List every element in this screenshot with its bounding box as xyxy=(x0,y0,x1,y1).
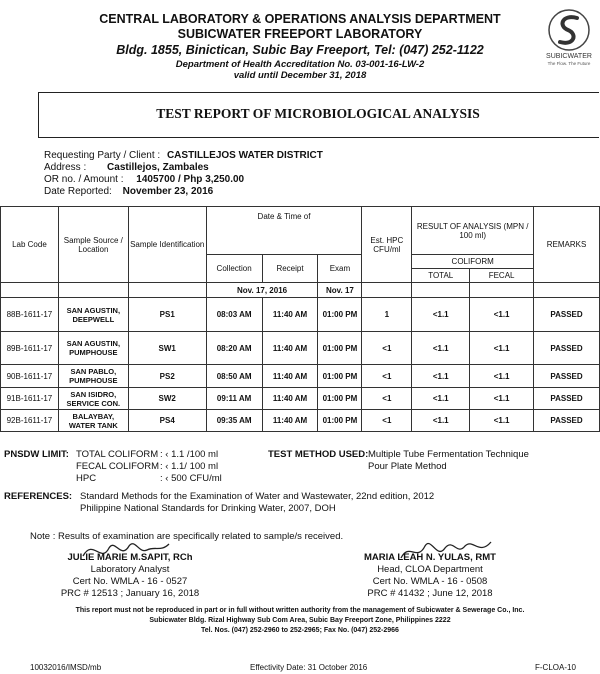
accreditation-line: Department of Health Accreditation No. 03-001-16-LW-2 xyxy=(175,59,425,70)
lab-code: 89B-1611-17 xyxy=(1,332,59,365)
test-method-line2: Pour Plate Method xyxy=(368,461,447,472)
receipt-time: 11:40 AM xyxy=(262,410,318,432)
receipt-time: 11:40 AM xyxy=(262,365,318,388)
reference-1: Standard Methods for the Examination of Water and Wastewater, 22nd edition, 2012 xyxy=(80,491,435,502)
fecal-coliform-limit-value: : ‹ 1.1/ 100 ml xyxy=(160,461,219,472)
header-fecal: FECAL xyxy=(470,269,534,283)
analyst-cert: Cert No. WMLA - 16 - 0527 xyxy=(72,576,188,587)
sample-id: SW2 xyxy=(128,388,206,410)
fecal-coliform-limit-label: FECAL COLIFORM xyxy=(76,461,160,472)
hpc-value: <1 xyxy=(362,388,412,410)
header-total: TOTAL xyxy=(412,269,470,283)
analyst-title: Laboratory Analyst xyxy=(90,564,170,575)
test-method-line1: Multiple Tube Fermentation Technique xyxy=(368,449,529,460)
requesting-party-row xyxy=(44,150,323,161)
results-table xyxy=(0,206,600,432)
pnsdw-limit-label: PNSDW LIMIT: xyxy=(4,449,69,460)
or-row xyxy=(44,174,244,185)
total-coliform-value: <1.1 xyxy=(412,298,470,332)
collection-time: 08:03 AM xyxy=(206,298,262,332)
collection-time: 09:11 AM xyxy=(206,388,262,410)
head-title: Head, CLOA Department xyxy=(377,564,483,575)
fecal-coliform-value: <1.1 xyxy=(470,298,534,332)
sample-id: PS2 xyxy=(128,365,206,388)
sample-source: SAN PABLO, PUMPHOUSE xyxy=(58,365,128,388)
sample-source: SAN ISIDRO, SERVICE CON. xyxy=(58,388,128,410)
analyst-block xyxy=(20,552,240,600)
total-coliform-limit-label: TOTAL COLIFORM xyxy=(76,449,159,460)
head-name: MARIA LEAH N. YULAS, RMT xyxy=(364,552,496,563)
remarks-value: PASSED xyxy=(534,388,600,410)
total-coliform-value: <1.1 xyxy=(412,332,470,365)
lab-department-name: CENTRAL LABORATORY & OPERATIONS ANALYSIS DEPARTMENT xyxy=(99,12,501,26)
table-row xyxy=(1,332,600,365)
reference-2: Philippine National Standards for Drinking Water, 2007, DOH xyxy=(80,503,336,514)
header-sample-identification: Sample Identification xyxy=(128,207,206,283)
requesting-party-label: Requesting Party / Client : xyxy=(44,150,161,161)
hpc-value: <1 xyxy=(362,365,412,388)
hpc-limit-value: : ‹ 500 CFU/ml xyxy=(160,473,222,484)
head-prc: PRC # 41432 ; June 12, 2018 xyxy=(367,588,493,599)
or-value: 1405700 / Php 3,250.00 xyxy=(136,174,245,185)
logo-text: SUBICWATER xyxy=(546,53,592,60)
table-row xyxy=(1,298,600,332)
hpc-value: <1 xyxy=(362,332,412,365)
or-label: OR no. / Amount : xyxy=(44,174,124,185)
sample-source: BALAYBAY, WATER TANK xyxy=(58,410,128,432)
header-date-time: Date & Time of xyxy=(206,207,362,255)
effectivity-date: Effectivity Date: 31 October 2016 xyxy=(250,663,368,672)
logo-tagline: The Flow. The Future xyxy=(547,61,591,66)
address-value: Castillejos, Zambales xyxy=(107,162,209,173)
hpc-value: <1 xyxy=(362,410,412,432)
exam-time: 01:00 PM xyxy=(318,410,362,432)
collection-time: 08:50 AM xyxy=(206,365,262,388)
document-code: 10032016/IMSD/mb xyxy=(30,663,102,672)
sample-source: SAN AGUSTIN, DEEPWELL xyxy=(58,298,128,332)
requesting-party-value: CASTILLEJOS WATER DISTRICT xyxy=(166,150,323,161)
header-collection: Collection xyxy=(206,255,262,283)
fecal-coliform-value: <1.1 xyxy=(470,388,534,410)
table-row xyxy=(1,388,600,410)
receipt-time: 11:40 AM xyxy=(262,388,318,410)
lab-name: SUBICWATER FREEPORT LABORATORY xyxy=(177,27,423,41)
total-coliform-value: <1.1 xyxy=(412,365,470,388)
footer-contact: Tel. Nos. (047) 252-2960 to 252-2965; Fax No. (047) 252-2966 xyxy=(201,627,399,634)
exam-time: 01:00 PM xyxy=(318,298,362,332)
date-reported-value: November 23, 2016 xyxy=(122,186,214,197)
total-coliform-value: <1.1 xyxy=(412,388,470,410)
date-reported-label: Date Reported: xyxy=(44,186,112,197)
lab-code: 88B-1611-17 xyxy=(1,298,59,332)
sample-id: SW1 xyxy=(128,332,206,365)
header-coliform: COLIFORM xyxy=(412,255,534,269)
head-block xyxy=(330,552,530,600)
remarks-value: PASSED xyxy=(534,298,600,332)
total-coliform-limit-value: : ‹ 1.1 /100 ml xyxy=(160,449,219,460)
fecal-coliform-value: <1.1 xyxy=(470,365,534,388)
remarks-value: PASSED xyxy=(534,410,600,432)
validity-line: valid until December 31, 2018 xyxy=(233,70,367,81)
receipt-time: 11:40 AM xyxy=(262,332,318,365)
header-receipt: Receipt xyxy=(262,255,318,283)
form-code: F-CLOA-10 xyxy=(535,663,576,672)
fecal-coliform-value: <1.1 xyxy=(470,410,534,432)
address-label: Address : xyxy=(44,162,87,173)
lab-code: 91B-1611-17 xyxy=(1,388,59,410)
date-collection-receipt: Nov. 17, 2016 xyxy=(206,283,318,298)
address-row xyxy=(44,162,209,173)
analyst-prc: PRC # 12513 ; January 16, 2018 xyxy=(60,588,200,599)
total-coliform-value: <1.1 xyxy=(412,410,470,432)
table-row xyxy=(1,365,600,388)
header-result-of-analysis: RESULT OF ANALYSIS (MPN / 100 ml) xyxy=(412,207,534,255)
header-remarks: REMARKS xyxy=(534,207,600,283)
sample-source: SAN AGUSTIN, PUMPHOUSE xyxy=(58,332,128,365)
lab-address: Bldg. 1855, Binictican, Subic Bay Freeport, Tel: (047) 252-1122 xyxy=(116,43,484,57)
lab-code: 90B-1611-17 xyxy=(1,365,59,388)
receipt-time: 11:40 AM xyxy=(262,298,318,332)
test-method-label: TEST METHOD USED: xyxy=(268,449,369,460)
analyst-name: JULIE MARIE M.SAPIT, RCh xyxy=(67,552,193,563)
report-title: TEST REPORT OF MICROBIOLOGICAL ANALYSIS xyxy=(156,106,480,121)
exam-time: 01:00 PM xyxy=(318,388,362,410)
sample-id: PS4 xyxy=(128,410,206,432)
exam-time: 01:00 PM xyxy=(318,332,362,365)
collection-time: 09:35 AM xyxy=(206,410,262,432)
header-exam: Exam xyxy=(318,255,362,283)
footer-disclaimer: This report must not be reproduced in part or in full without written authority from the management of Subicwater & Sewerage Co., Inc. xyxy=(75,607,525,614)
header-sample-source: Sample Source / Location xyxy=(58,207,128,283)
date-reported-row xyxy=(44,186,213,197)
references-label: REFERENCES: xyxy=(4,491,73,502)
head-cert: Cert No. WMLA - 16 - 0508 xyxy=(372,576,488,587)
table-row xyxy=(1,410,600,432)
hpc-value: 1 xyxy=(362,298,412,332)
hpc-limit-label: HPC xyxy=(76,473,97,484)
exam-time: 01:00 PM xyxy=(318,365,362,388)
lab-code: 92B-1611-17 xyxy=(1,410,59,432)
collection-time: 08:20 AM xyxy=(206,332,262,365)
remarks-value: PASSED xyxy=(534,332,600,365)
header-lab-code: Lab Code xyxy=(1,207,59,283)
sample-id: PS1 xyxy=(128,298,206,332)
date-exam: Nov. 17 xyxy=(318,283,362,298)
header-est-hpc: Est. HPC CFU/ml xyxy=(362,207,412,283)
subicwater-logo xyxy=(540,4,598,68)
fecal-coliform-value: <1.1 xyxy=(470,332,534,365)
results-note: Note : Results of examination are specifically related to sample/s received. xyxy=(30,531,344,542)
footer-address: Subicwater Bldg. Rizal Highway Sub Com Area, Subic Bay Freeport Zone, Philippines 2222 xyxy=(149,617,451,624)
remarks-value: PASSED xyxy=(534,365,600,388)
